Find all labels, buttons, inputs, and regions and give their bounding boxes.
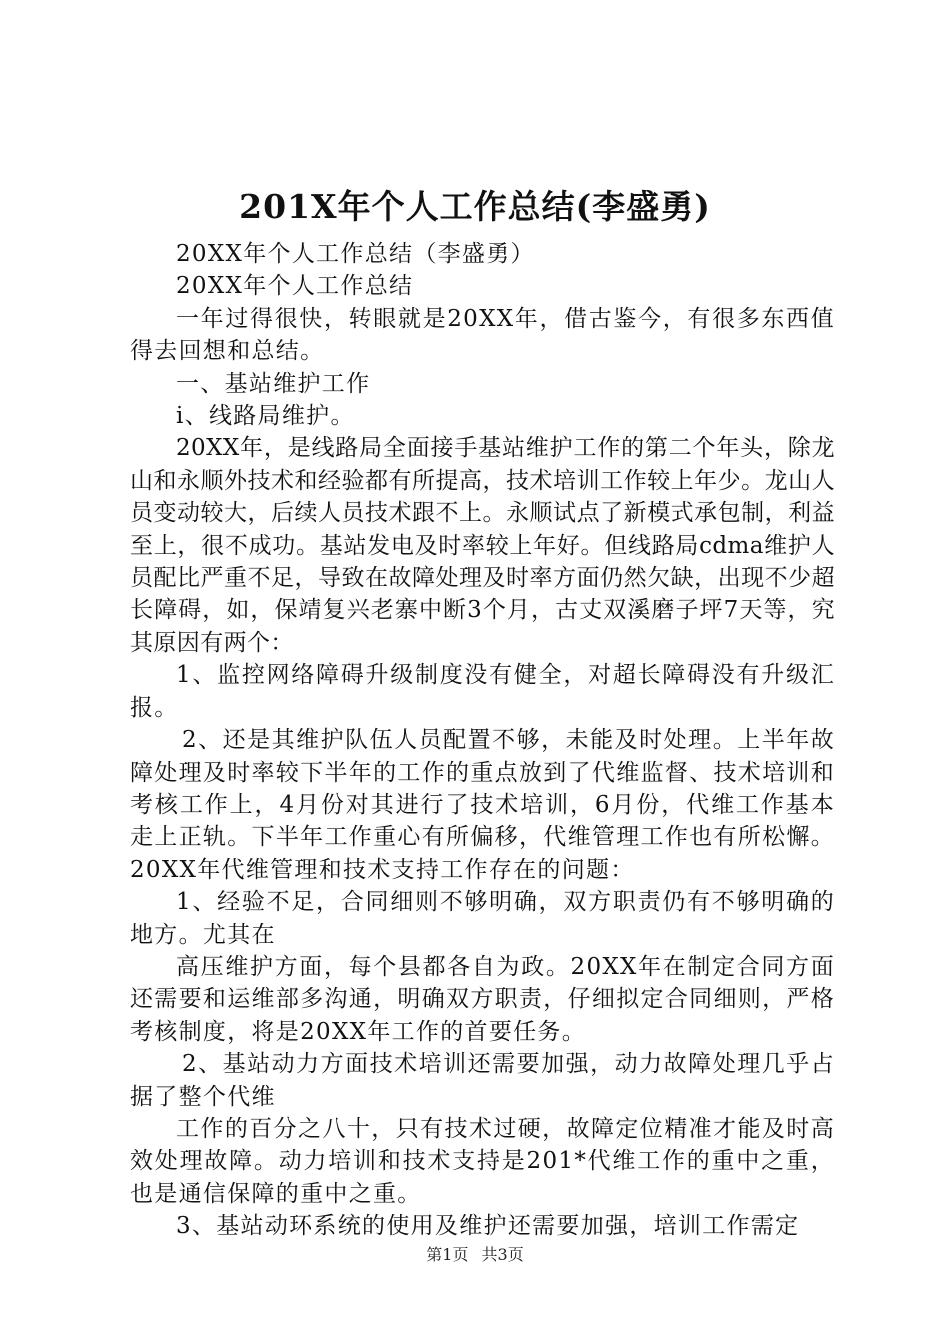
document-body bbox=[130, 238, 835, 1243]
paragraph-intro: 一年过得很快，转眼就是20XX年，借古鉴今，有很多东西值得去回想和总结。 bbox=[130, 305, 835, 365]
paragraph-line-bureau-summary: 20XX年，是线路局全面接手基站维护工作的第二个年头，除龙山和永顺外技术和经验都有所提高，技术培训工作较上年少。龙山人员变动较大，后续人员技术跟不上。永顺试点了新模式承包制，利益至上，很不成功。基站发电及时率较上年好。但线路局cdma维护人员配比严重不足，导致在故障处理及时率方面仍然欠缺，出现不少超长障碍，如，保靖复兴老寨中断3个月，古丈双溪磨子坪7天等，究其原因有两个： bbox=[130, 435, 835, 656]
paragraph-high-voltage: 高压维护方面，每个县都各自为政。20XX年在制定合同方面还需要和运维部多沟通，明确双方职责，仔细拟定合同细则，严格考核制度，将是20XX年工作的首要任务。 bbox=[130, 953, 835, 1045]
paragraph-reason-2: 2、还是其维护队伍人员配置不够，未能及时处理。上半年故障处理及时率较下半年的工作的重点放到了代维监督、技术培训和考核工作上，4月份对其进行了技术培训，6月份，代维工作基本走上正轨。下半年工作重心有所偏移，代维管理工作也有所松懈。20XX年代维管理和技术支持工作存在的问题： bbox=[130, 727, 835, 883]
paragraph-problem-3: 3、基站动环系统的使用及维护还需要加强，培训工作需定 bbox=[176, 1213, 800, 1240]
paragraph-heading: 20XX年个人工作总结 bbox=[176, 273, 414, 300]
document-title: 201X年个人工作总结(李盛勇) bbox=[239, 187, 711, 226]
paragraph-problem-1: 1、经验不足，合同细则不够明确，双方职责仍有不够明确的地方。尤其在 bbox=[130, 889, 835, 948]
paragraph-reason-1: 1、监控网络障碍升级制度没有健全，对超长障碍没有升级汇报。 bbox=[130, 662, 835, 721]
paragraph-power-training: 工作的百分之八十，只有技术过硬，故障定位精准才能及时高效处理故障。动力培训和技术支持是201*代维工作的重中之重，也是通信保障的重中之重。 bbox=[130, 1115, 835, 1207]
paragraph-subtitle: 20XX年个人工作总结（李盛勇） bbox=[176, 241, 535, 267]
page-number: 第1页 bbox=[426, 1245, 469, 1264]
section-heading-base-station: 一、基站维护工作 bbox=[176, 370, 371, 397]
subsection-heading-line-bureau: i、线路局维护。 bbox=[176, 403, 355, 430]
page-footer bbox=[0, 1244, 950, 1266]
page-total: 共3页 bbox=[481, 1245, 524, 1264]
paragraph-problem-2: 2、基站动力方面技术培训还需要加强，动力故障处理几乎占据了整个代维 bbox=[130, 1051, 835, 1110]
